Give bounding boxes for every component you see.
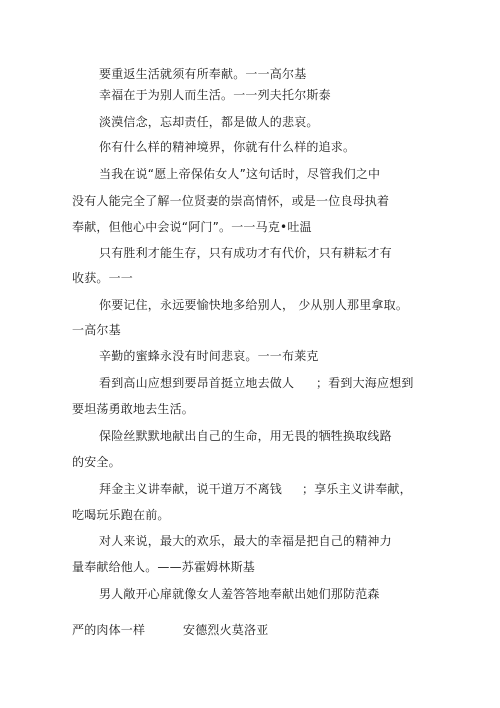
quote-line: 要重返生活就须有所奉献。一一高尔基 <box>99 67 307 81</box>
quote-line: 你要记住，永远要愉快地多给别人， 少从别人那里拿取。 <box>99 298 409 312</box>
quote-line: 吃喝玩乐跑在前。 <box>72 508 170 522</box>
quote-line: 的安全。 <box>72 455 121 469</box>
quote-line: 量奉献给他人。——苏霍姆林斯基 <box>72 560 256 574</box>
quote-line: 看到高山应想到要昂首挺立地去做人 <box>99 376 295 390</box>
quote-line: 保险丝默默地献出自己的生命，用无畏的牺牲换取线路 <box>99 429 392 443</box>
quote-line: ；享乐主义讲奉献， <box>302 482 412 496</box>
quote-line: 拜金主义讲奉献，说干道万不离钱 <box>99 482 283 496</box>
quote-line: 收获。一一 <box>72 271 134 285</box>
quote-line: 男人敞开心扉就像女人羞答答地奉献出她们那防范森 <box>99 587 380 601</box>
quote-line: 安德烈火莫洛亚 <box>183 623 269 637</box>
quote-line: ；看到大海应想到 <box>316 376 414 390</box>
quote-line: 对人来说，最大的欢乐，最大的幸福是把自己的精神力 <box>99 534 392 548</box>
quote-line: 奉献，但他心中会说“阿门”。一一马克•吐温 <box>72 220 312 234</box>
quote-line: 当我在说“愿上帝保佑女人”这句话时，尽管我们之中 <box>99 167 381 181</box>
quote-line: 淡漠信念，忘却责任，都是做人的悲哀。 <box>99 115 319 129</box>
quote-line: 没有人能完全了解一位贤妻的崇高情怀，或是一位良母执着 <box>72 194 390 208</box>
quote-line: 严的肉体一样 <box>72 623 146 637</box>
quote-line: 幸福在于为别人而生活。一一列夫托尔斯泰 <box>99 88 331 102</box>
quote-line: 一高尔基 <box>72 323 121 337</box>
quote-line: 只有胜利才能生存，只有成功才有代价，只有耕耘才有 <box>99 246 392 260</box>
quote-line: 你有什么样的精神境界，你就有什么样的追求。 <box>99 140 356 154</box>
quote-line: 辛勤的蜜蜂永没有时间悲哀。一一布莱克 <box>99 349 319 363</box>
quote-line: 要坦荡勇敢地去生活。 <box>72 402 195 416</box>
